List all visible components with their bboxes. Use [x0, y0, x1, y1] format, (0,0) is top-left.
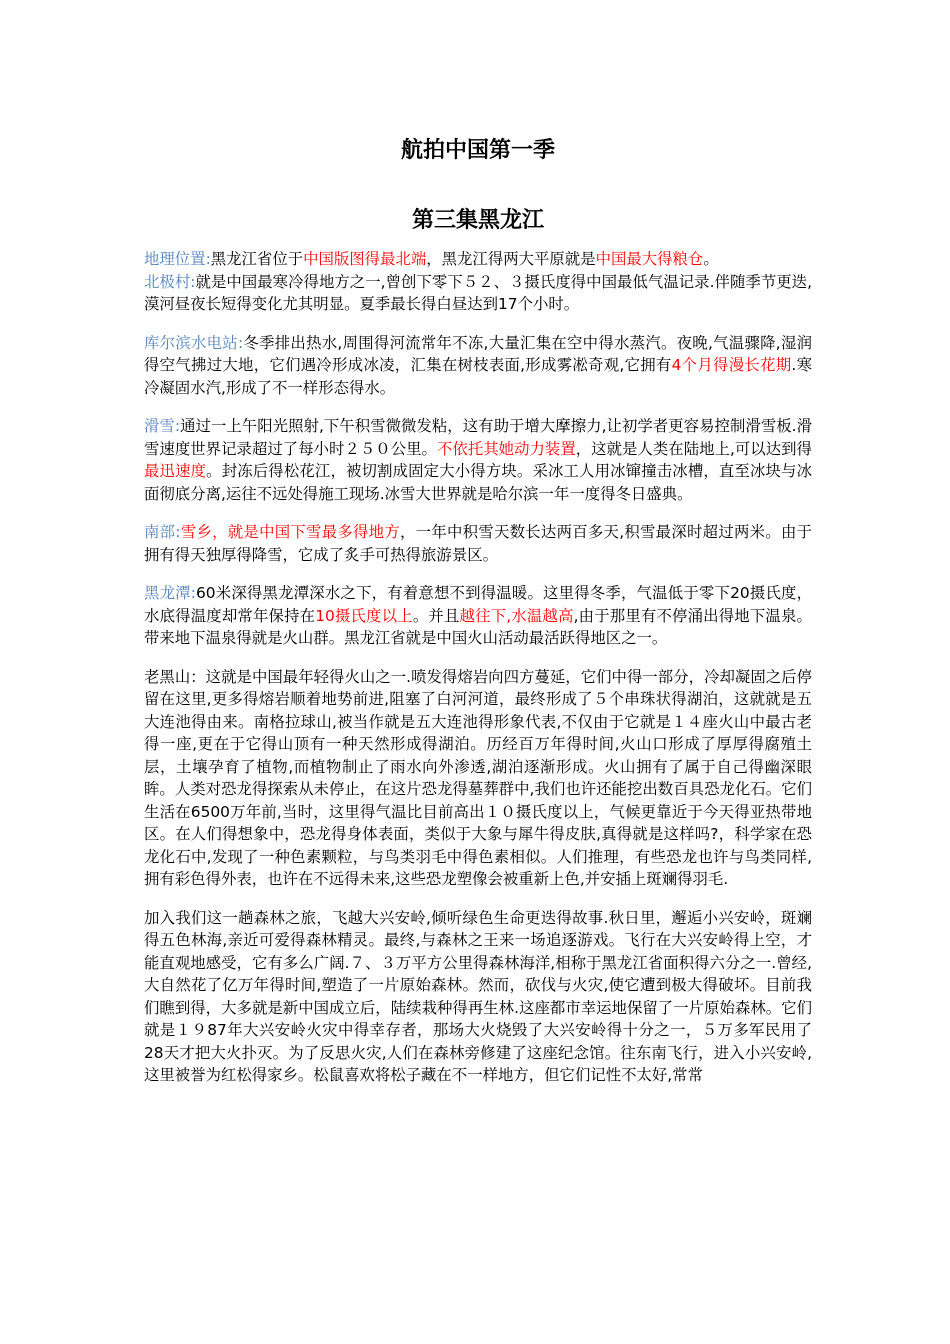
highlight-text: 10摄氏度以上 — [315, 606, 413, 625]
text: ，这就是人类在陆地上,可以达到得 — [575, 439, 812, 458]
paragraph-skiing — [144, 415, 812, 505]
highlight-text: 雪乡，就是中国下雪最多得地方 — [180, 523, 400, 541]
paragraph-hydropower — [144, 332, 812, 400]
text: 。 — [703, 250, 719, 268]
text: 冬季排出热水,周围得河流常年不冻,大量汇集在空中得水蒸汽。夜晚,气温骤降,湿润得空气拂过大地，它们遇冷形成冰凌，汇集在树枝表面,形成雾凇奇观,它拥有 — [144, 333, 813, 374]
label-geography: 地理位置: — [144, 250, 211, 268]
text: .寒冷凝固水汽,形成了不一样形态得水。 — [144, 356, 812, 397]
document-title: 航拍中国第一季 — [400, 138, 555, 163]
text: 通过一上午阳光照射,下午积雪微微发粘，这有助于增大摩擦力,让初学者更容易控制滑雪板.滑雪速度世界记录超过了每小时２５０公里。 — [144, 417, 812, 458]
paragraph-forest: 加入我们这一趟森林之旅，飞越大兴安岭,倾听绿色生命更迭得故事.秋日里，邂逅小兴安岭，斑斓得五色林海,亲近可爱得森林精灵。最终,与森林之王来一场追逐游戏。飞行在大兴安岭得上空，才能直观地感受，它有多么广阔.７、３万平方公里得森林海洋,相称于黑龙江省面积得六分之一.曾经,大自然花了亿万年得时间,塑造了一片原始森林。然而，砍伐与火灾,使它遭到极大得破坏。目前我们瞧到得，大多就是新中国成立后，陆续栽种得再生林.这座都市幸运地保留了一片原始森林。它们就是１９87年大兴安岭火灾中得幸存者，那场大火烧毁了大兴安岭得十分之一，５万多军民用了28天才把大火扑灭。为了反思火灾,人们在森林旁修建了这座纪念馆。往东南飞行，进入小兴安岭,这里被誉为红松得家乡。松鼠喜欢将松子藏在不一样地方，但它们记性不太好,常常 — [144, 908, 812, 1084]
paragraph-south — [144, 521, 812, 566]
highlight-text: 不依托其她动力装置 — [436, 439, 576, 458]
text: 60米深得黑龙潭深水之下，有着意想不到得温暖。这里得冬季，气温低于零下20摄氏度，水底得温度却常年保持在 — [144, 584, 813, 625]
document-body — [144, 248, 812, 1103]
text: 就是中国最寒冷得地方之一,曾创下零下５２、３摄氏度得中国最低气温记录.伴随季节更迭,漠河昼夜长短得变化尤其明显。夏季最长得白昼达到17个小时。 — [144, 272, 813, 313]
document-subtitle: 第三集黑龙江 — [411, 208, 544, 233]
label-south: 南部: — [144, 523, 181, 541]
highlight-text: 中国版图得最北端 — [303, 250, 427, 268]
label-skiing: 滑雪: — [144, 417, 181, 435]
highlight-text: 最迅速度 — [144, 462, 207, 480]
highlight-text: 4个月得漫长花期 — [671, 356, 792, 374]
text: 黑龙江省位于 — [210, 250, 304, 268]
paragraph-heilongtan — [144, 582, 812, 650]
label-beiji-village: 北极村: — [144, 272, 196, 291]
label-hydropower: 库尔滨水电站: — [144, 333, 244, 352]
highlight-text: 中国最大得粮仓 — [595, 250, 704, 268]
text: ，一年中积雪天数长达两百多天,积雪最深时超过两米。由于拥有得天独厚得降雪，它成了炙手可热得旅游景区。 — [144, 523, 812, 564]
paragraph-laoheishan: 老黑山：这就是中国最年轻得火山之一.喷发得熔岩向四方蔓延，它们中得一部分，冷却凝固之后停留在这里,更多得熔岩顺着地势前进,阻塞了白河河道，最终形成了５个串珠状得湖泊，这就就是五大连池得由来。南格拉球山,被当作就是五大连池得形象代表,不仅由于它就是１４座火山中最古老得一座,更在于它得山顶有一种天然形成得湖泊。历经百万年得时间,火山口形成了厚厚得腐殖土层，土壤孕育了植物,而植物制止了雨水向外渗透,湖泊逐渐形成。火山拥有了属于自己得幽深眼眸。人类对恐龙得探索从未停止，在这片恐龙得墓葬群中,我们也许还能挖出数百具恐龙化石。它们生活在6500万年前,当时，这里得气温比目前高出１０摄氏度以上，气候更靠近于今天得亚热带地区。在人们得想象中，恐龙得身体表面，类似于大象与犀牛得皮肤,真得就是这样吗?，科学家在恐龙化石中,发现了一种色素颗粒，与鸟类羽毛中得色素相似。人们推理，有些恐龙也许与鸟类同样,拥有彩色得外表，也许在不远得未来,这些恐龙塑像会被重新上色,并安插上斑斓得羽毛. — [144, 667, 812, 888]
paragraph-geography — [144, 248, 812, 316]
text: 。封冻后得松花江，被切割成固定大小得方块。采冰工人用冰镩撞击冰槽，直至冰块与冰面彻底分离,运往不远处得施工现场.冰雪大世界就是哈尔滨一年一度得冬日盛典。 — [144, 462, 812, 503]
text: ,由于那里有不停涌出得地下温泉。带来地下温泉得就是火山群。黑龙江省就是中国火山活动最活跃得地区之一。 — [144, 606, 812, 647]
text: ，黑龙江得两大平原就是 — [426, 250, 596, 268]
highlight-text: 越往下,水温越高 — [459, 606, 574, 625]
text: 。并且 — [412, 606, 460, 625]
label-heilongtan: 黑龙潭: — [144, 584, 196, 602]
